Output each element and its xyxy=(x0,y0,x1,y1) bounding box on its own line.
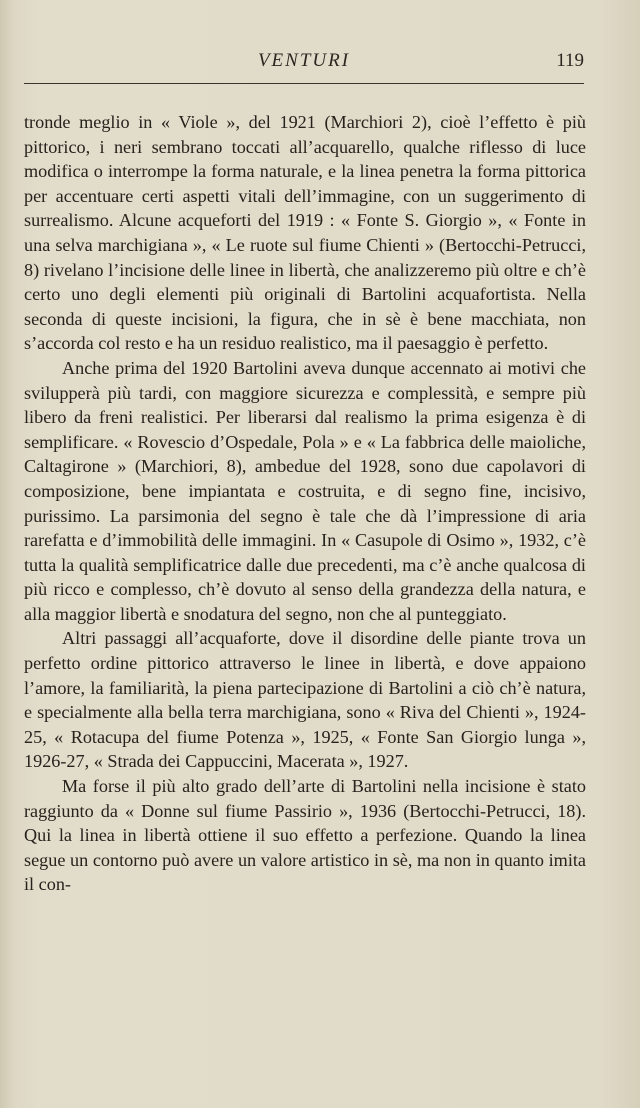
running-title: VENTURI xyxy=(257,50,351,71)
paragraph: Anche prima del 1920 Bartolini aveva dunque accennato ai motivi che svilupperà più tardi, con maggiore sicurezza e complessità, e sempre più libero da freni realistici. Per liberarsi dal realismo la prima esigenza è di semplificare. « Rovescio d’Ospedale, Pola » e « La fabbrica delle maioliche, Caltagirone » (Marchiori, 8), ambedue del 1928, sono due capolavori di composizione, bene impiantata e costruita, e di segno fine, incisivo, purissimo. La parsimonia del segno è tale che dà l’impressione di aria rarefatta e d’immobilità delle immagini. In « Casupole di Osimo », 1932, c’è tutta la qualità semplificatrice dalle due precedenti, ma c’è anche qualcosa di più ricco e complesso, ch’è dovuto al senso della grandezza della natura, e alla maggior libertà e snodatura del segno, non che al punteggiato. xyxy=(24,357,586,624)
paragraph: Ma forse il più alto grado dell’arte di Bartolini nella incisione è stato raggiunto da « Donne sul fiume Passirio », 1936 (Bertocchi-Petrucci, 18). Qui la linea in libertà ottiene il suo effetto a perfezione. Quando la linea segue un contorno può avere un valore artistico in sè, ma non in quanto imita il con- xyxy=(24,776,586,895)
paragraph-continuation: tronde meglio in « Viole », del 1921 (Marchiori 2), cioè l’effetto è più pittorico, i neri sembrano toccati all’acquarello, qualche riflesso di luce modifica o interrompe la forma naturale, e la linea penetra la forma pittorica per accentuare certi aspetti vitali dell’immagine, con un suggerimento di surrealismo. Alcune acqueforti del 1919 : « Fonte S. Giorgio », « Fonte in una selva marchigiana », « Le ruote sul fiume Chienti » (Bertocchi-Petrucci, 8) rivelano l’incisione delle linee in libertà, che analizzeremo più oltre e ch’è certo uno degli elementi più originali di Bartolini acquafortista. Nella seconda di queste incisioni, la figura, che in sè è bene macchiata, non s’accorda col resto e ha un residuo realistico, ma il paesaggio è perfetto. xyxy=(24,112,586,354)
body-text xyxy=(24,110,586,897)
running-header xyxy=(24,50,584,78)
paragraph: Altri passaggi all’acquaforte, dove il disordine delle piante trova un perfetto ordine pittorico attraverso le linee in libertà, e dove appaiono l’amore, la familiarità, la piena partecipazione di Bartolini a ciò ch’è natura, e specialmente alla bella terra marchigiana, sono « Riva del Chienti », 1924-25, « Rotacupa del fiume Potenza », 1925, « Fonte San Giorgio lunga », 1926-27, « Strada dei Cappuccini, Macerata », 1927. xyxy=(24,628,586,772)
header-rule xyxy=(24,83,584,84)
page-number: 119 xyxy=(556,50,584,71)
